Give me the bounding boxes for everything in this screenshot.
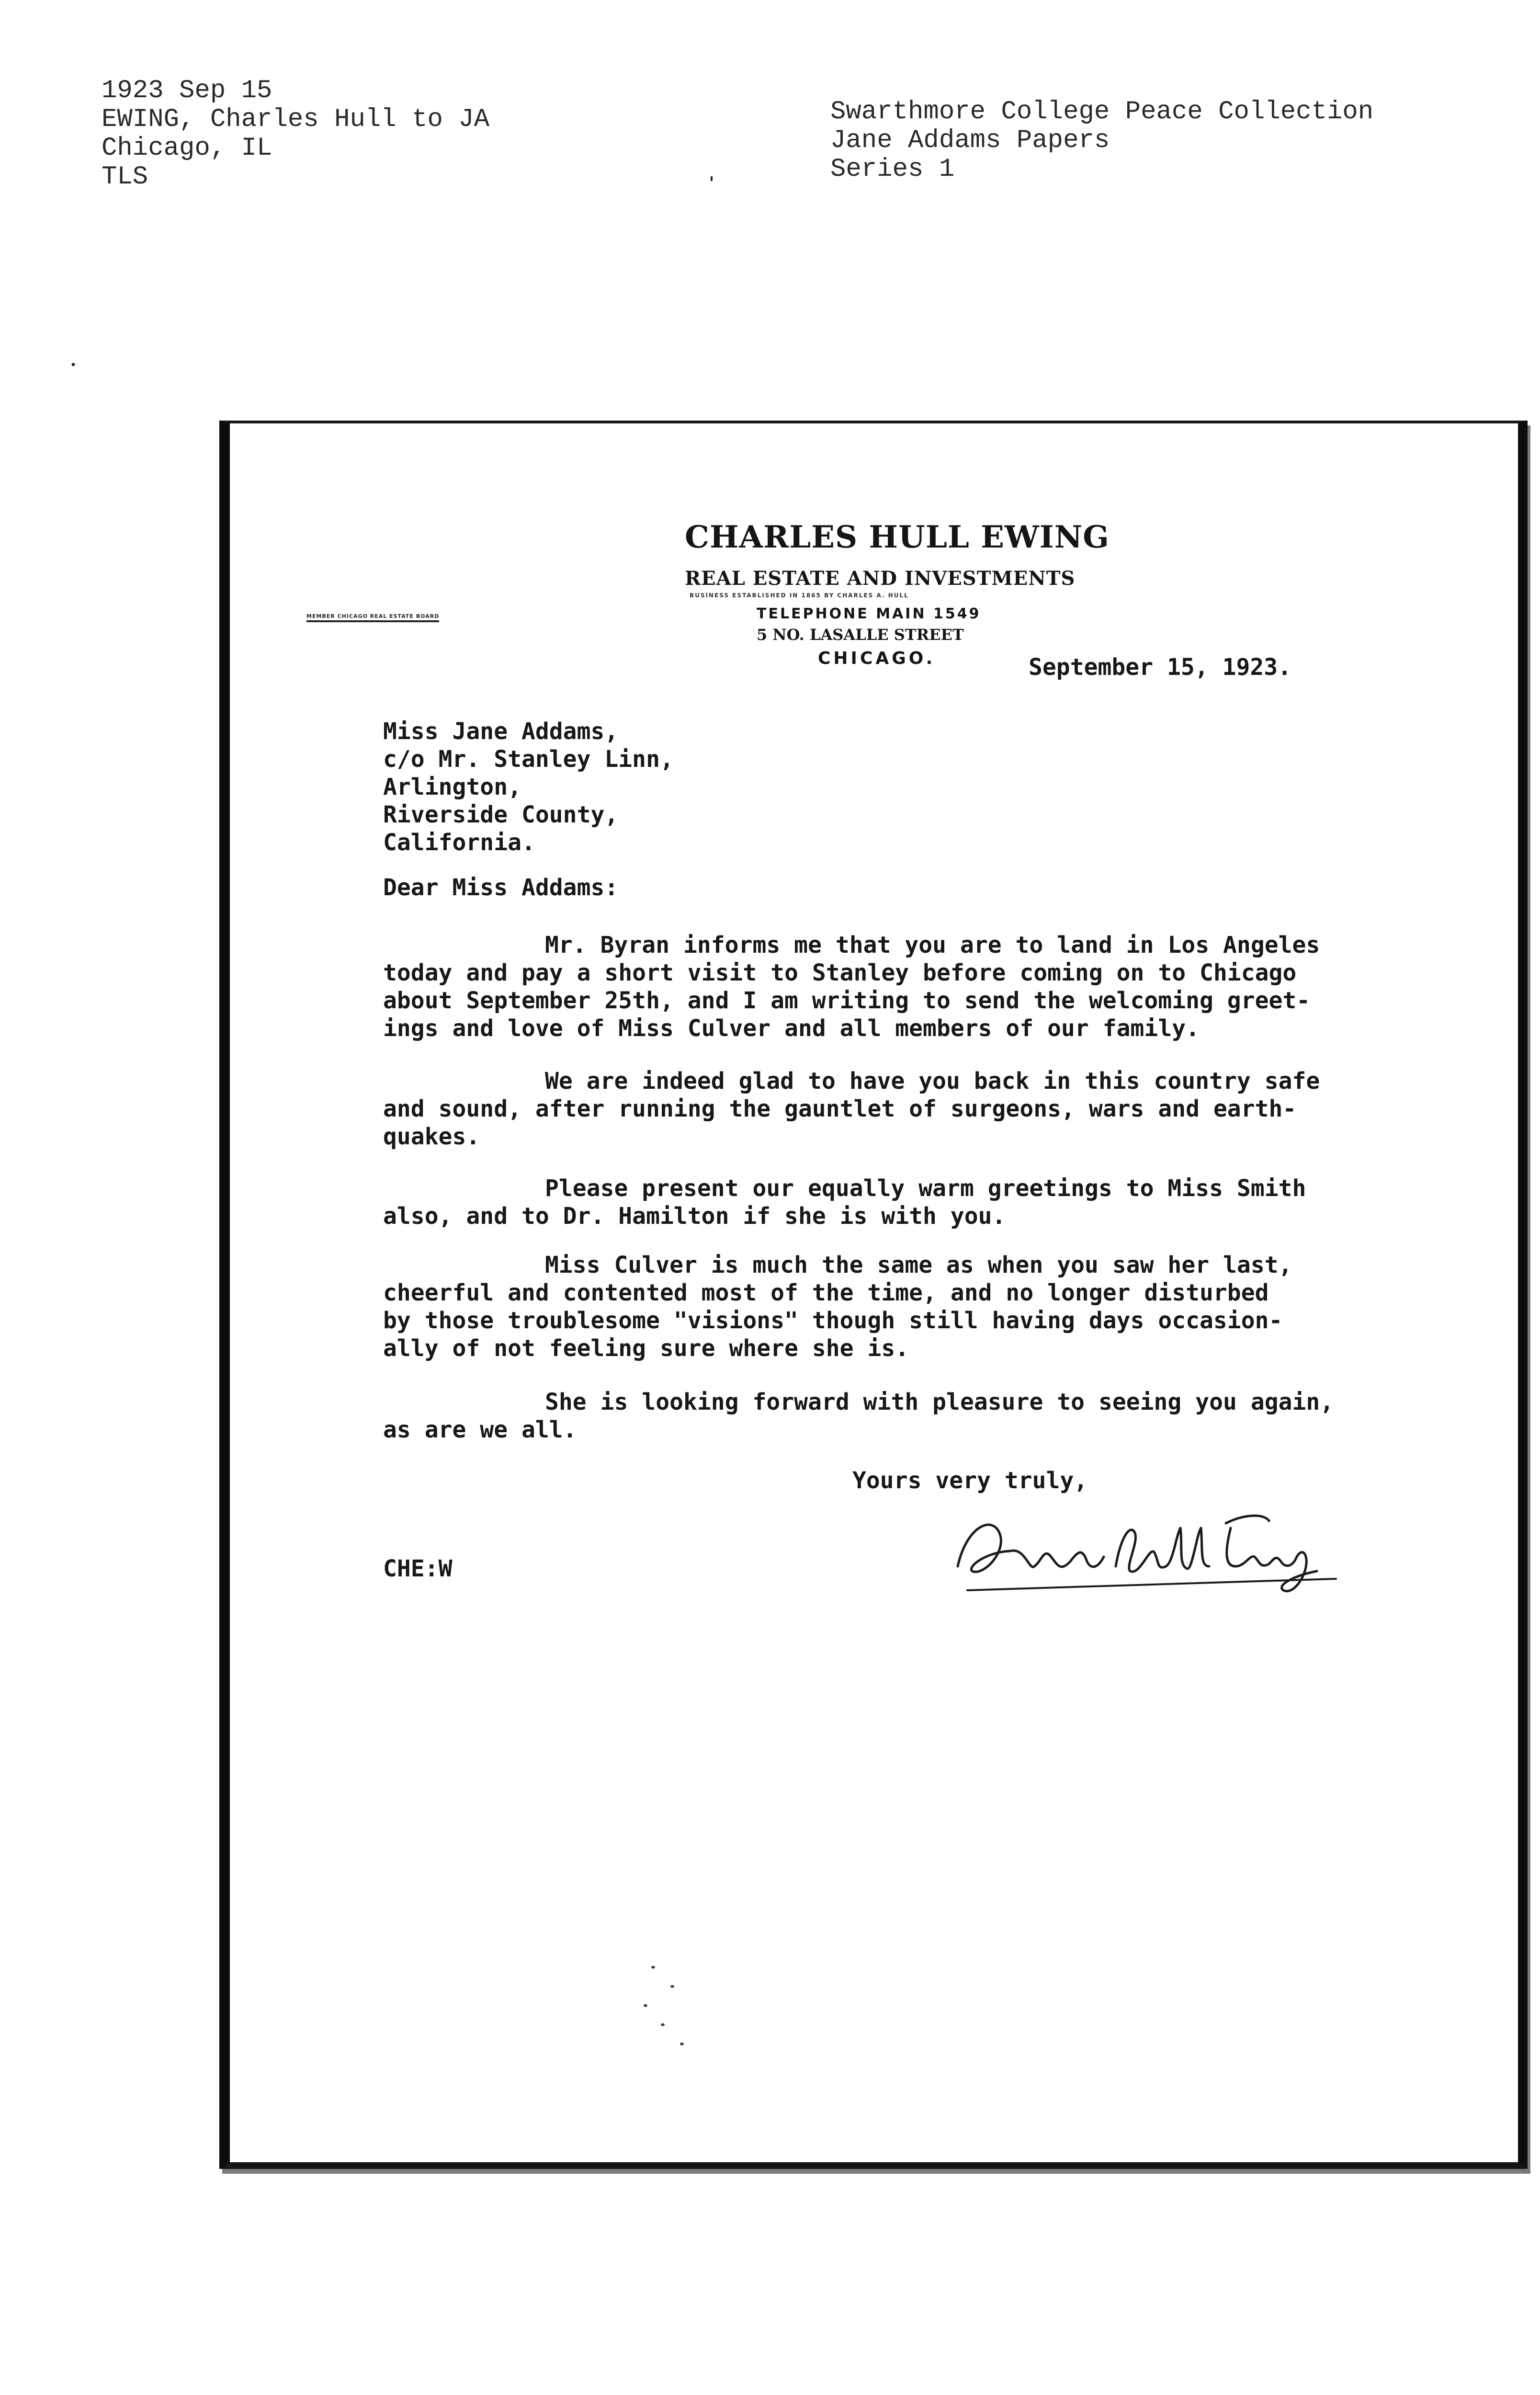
paragraph-line: and sound, after running the gauntlet of surgeons, wars and earth- — [383, 1095, 1297, 1122]
paper-smudge — [651, 1966, 655, 1969]
archive-correspondents: EWING, Charles Hull to JA — [102, 105, 490, 134]
salutation — [383, 874, 618, 901]
letterhead-city: CHICAGO. — [818, 649, 936, 668]
typist-initials — [383, 1555, 453, 1583]
archive-place: Chicago, IL — [102, 134, 272, 163]
letterhead-tagline: REAL ESTATE AND INVESTMENTS — [685, 567, 1076, 590]
scan-speck — [711, 176, 713, 181]
paragraph-line: about September 25th, and I am writing to send the welcoming greet- — [383, 987, 1311, 1014]
paragraph-line: ings and love of Miss Culver and all members of our family. — [383, 1015, 1200, 1042]
salutation-text: Dear Miss Addams: — [383, 874, 619, 901]
paragraph-line: Mr. Byran informs me that you are to land in Los Angeles — [545, 932, 1320, 958]
paragraph-line: quakes. — [383, 1123, 480, 1150]
archive-document-type: TLS — [102, 162, 148, 192]
address-line: California. — [383, 829, 535, 856]
archive-metadata-right — [830, 98, 1373, 184]
handwritten-signature — [939, 1494, 1350, 1619]
paragraph-line: Miss Culver is much the same as when you saw her last, — [545, 1252, 1292, 1278]
letter-sheet — [219, 421, 1528, 2169]
closing-text: Yours very truly, — [852, 1467, 1088, 1494]
body-paragraph — [383, 1067, 1320, 1151]
paper-smudge — [661, 2023, 665, 2026]
address-line: Miss Jane Addams, — [383, 718, 619, 745]
letter-date — [1029, 653, 1291, 681]
paper-smudge — [680, 2042, 684, 2045]
archive-papers: Jane Addams Papers — [830, 126, 1110, 155]
paper-smudge — [644, 2004, 647, 2007]
paragraph-line: also, and to Dr. Hamilton if she is with you. — [383, 1203, 1006, 1230]
body-paragraph — [383, 1175, 1306, 1230]
paragraph-line: as are we all. — [383, 1416, 577, 1443]
letterhead-telephone: TELEPHONE MAIN 1549 — [757, 605, 981, 622]
body-paragraph — [383, 931, 1320, 1042]
address-line: Arlington, — [383, 774, 521, 800]
paragraph-line: by those troublesome "visions" though still having days occasion- — [383, 1307, 1283, 1334]
letterhead-board: MEMBER CHICAGO REAL ESTATE BOARD — [306, 613, 439, 622]
archive-series: Series 1 — [830, 155, 955, 184]
body-paragraph — [383, 1251, 1292, 1362]
address-line: Riverside County, — [383, 801, 619, 828]
complimentary-close — [852, 1467, 1087, 1494]
archive-date: 1923 Sep 15 — [102, 76, 272, 105]
scan-speck — [71, 363, 75, 366]
letter-date-text: September 15, 1923. — [1029, 654, 1292, 681]
paragraph-line: cheerful and contented most of the time, and no longer disturbed — [383, 1279, 1269, 1306]
paper-smudge — [670, 1985, 674, 1988]
address-line: c/o Mr. Stanley Linn, — [383, 746, 674, 773]
archive-metadata-left — [102, 77, 489, 192]
paragraph-line: She is looking forward with pleasure to seeing you again, — [545, 1389, 1334, 1415]
paragraph-line: today and pay a short visit to Stanley before coming on to Chicago — [383, 959, 1297, 986]
letterhead-name: CHARLES HULL EWING — [685, 519, 1110, 555]
initials-text: CHE:W — [383, 1555, 453, 1582]
inside-address — [383, 718, 674, 856]
paragraph-line: ally of not feeling sure where she is. — [383, 1335, 909, 1362]
paragraph-line: Please present our equally warm greetings to Miss Smith — [545, 1175, 1306, 1202]
paragraph-line: We are indeed glad to have you back in this country safe — [545, 1068, 1320, 1095]
letterhead-street: 5 NO. LASALLE STREET — [757, 626, 964, 644]
archive-collection: Swarthmore College Peace Collection — [830, 97, 1374, 126]
letterhead-established: BUSINESS ESTABLISHED IN 1865 BY CHARLES A. HULL — [690, 592, 909, 599]
body-paragraph — [383, 1388, 1334, 1444]
